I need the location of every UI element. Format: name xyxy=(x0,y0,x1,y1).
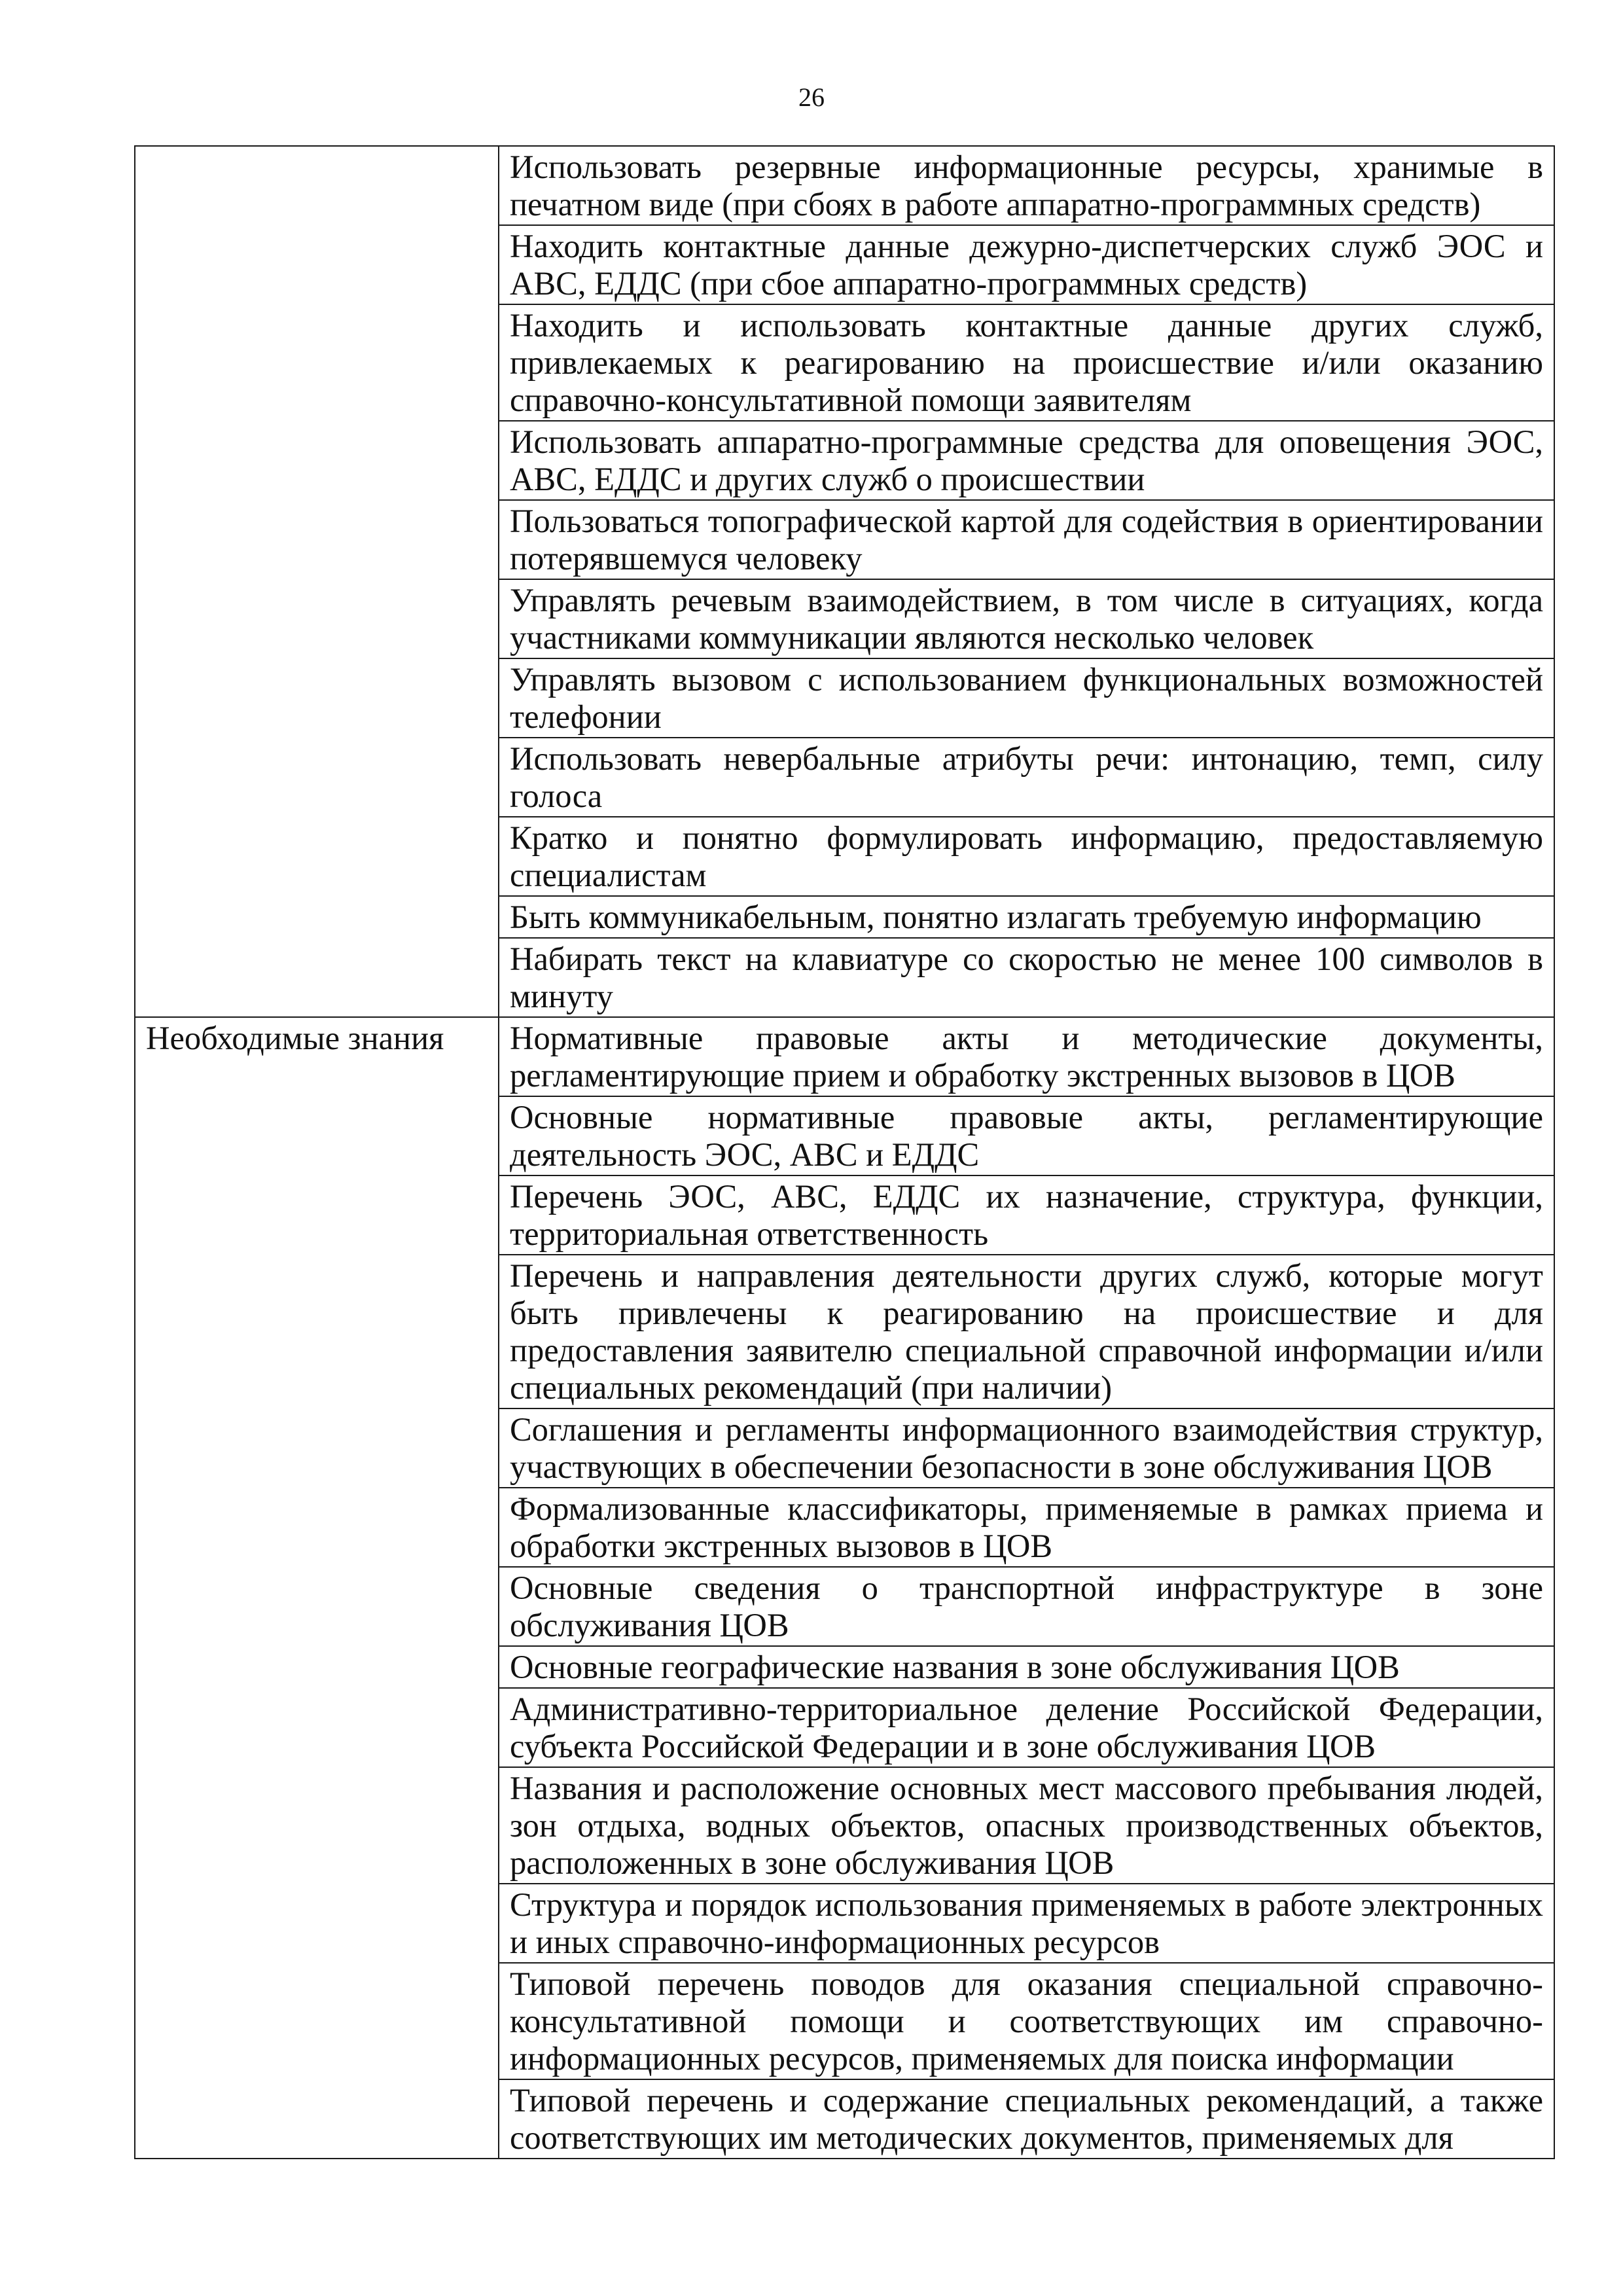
table-cell: Нормативные правовые акты и методические документы, регламентирующие прием и обработку экстренных вызовов в ЦОВ xyxy=(499,1017,1554,1096)
table-cell: Названия и расположение основных мест массового пребывания людей, зон отдыха, водных объектов, опасных производственных объектов, расположенных в зоне обслуживания ЦОВ xyxy=(499,1767,1554,1884)
competency-table xyxy=(134,145,1555,2159)
table-cell: Использовать резервные информационные ресурсы, хранимые в печатном виде (при сбоях в работе аппаратно-программных средств) xyxy=(499,146,1554,225)
table-cell: Соглашения и регламенты информационного взаимодействия структур, участвующих в обеспечении безопасности в зоне обслуживания ЦОВ xyxy=(499,1408,1554,1488)
table-cell: Пользоваться топографической картой для содействия в ориентировании потерявшемуся человеку xyxy=(499,500,1554,579)
section-label-skills xyxy=(135,146,499,1017)
table-cell: Использовать аппаратно-программные средства для оповещения ЭОС, АВС, ЕДДС и других служб о происшествии xyxy=(499,421,1554,500)
table-cell: Набирать текст на клавиатуре со скоростью не менее 100 символов в минуту xyxy=(499,938,1554,1017)
table-cell: Административно-территориальное деление Российской Федерации, субъекта Российской Федерации и в зоне обслуживания ЦОВ xyxy=(499,1688,1554,1767)
table-cell: Находить и использовать контактные данные других служб, привлекаемых к реагированию на происшествие и/или оказанию справочно-консультативной помощи заявителям xyxy=(499,304,1554,421)
table-cell: Использовать невербальные атрибуты речи: интонацию, темп, силу голоса xyxy=(499,738,1554,817)
table-cell: Перечень и направления деятельности других служб, которые могут быть привлечены к реагированию на происшествие и для предоставления заявителю специальной справочной информации и/или специальных рекомендаций (при наличии) xyxy=(499,1255,1554,1408)
table-cell: Управлять речевым взаимодействием, в том числе в ситуациях, когда участниками коммуникации являются несколько человек xyxy=(499,579,1554,658)
table-cell: Находить контактные данные дежурно-диспетчерских служб ЭОС и АВС, ЕДДС (при сбое аппаратно-программных средств) xyxy=(499,225,1554,304)
table-cell: Управлять вызовом с использованием функциональных возможностей телефонии xyxy=(499,658,1554,738)
table-cell: Типовой перечень поводов для оказания специальной справочно-консультативной помощи и соответствующих им справочно-информационных ресурсов, применяемых для поиска информации xyxy=(499,1963,1554,2079)
table-cell: Структура и порядок использования применяемых в работе электронных и иных справочно-информационных ресурсов xyxy=(499,1884,1554,1963)
table-cell: Перечень ЭОС, АВС, ЕДДС их назначение, структура, функции, территориальная ответственность xyxy=(499,1175,1554,1255)
table-cell: Основные сведения о транспортной инфраструктуре в зоне обслуживания ЦОВ xyxy=(499,1567,1554,1646)
table-cell: Кратко и понятно формулировать информацию, предоставляемую специалистам xyxy=(499,817,1554,896)
table-cell: Основные географические названия в зоне обслуживания ЦОВ xyxy=(499,1646,1554,1688)
table-cell: Формализованные классификаторы, применяемые в рамках приема и обработки экстренных вызовов в ЦОВ xyxy=(499,1488,1554,1567)
section-label-knowledge: Необходимые знания xyxy=(135,1017,499,2159)
table-cell: Основные нормативные правовые акты, регламентирующие деятельность ЭОС, АВС и ЕДДС xyxy=(499,1096,1554,1175)
table-cell: Типовой перечень и содержание специальных рекомендаций, а также соответствующих им методических документов, применяемых для xyxy=(499,2079,1554,2159)
table-row xyxy=(135,146,1554,225)
table-row xyxy=(135,1017,1554,1096)
page-number: 26 xyxy=(798,82,825,112)
table-cell: Быть коммуникабельным, понятно излагать требуемую информацию xyxy=(499,896,1554,938)
